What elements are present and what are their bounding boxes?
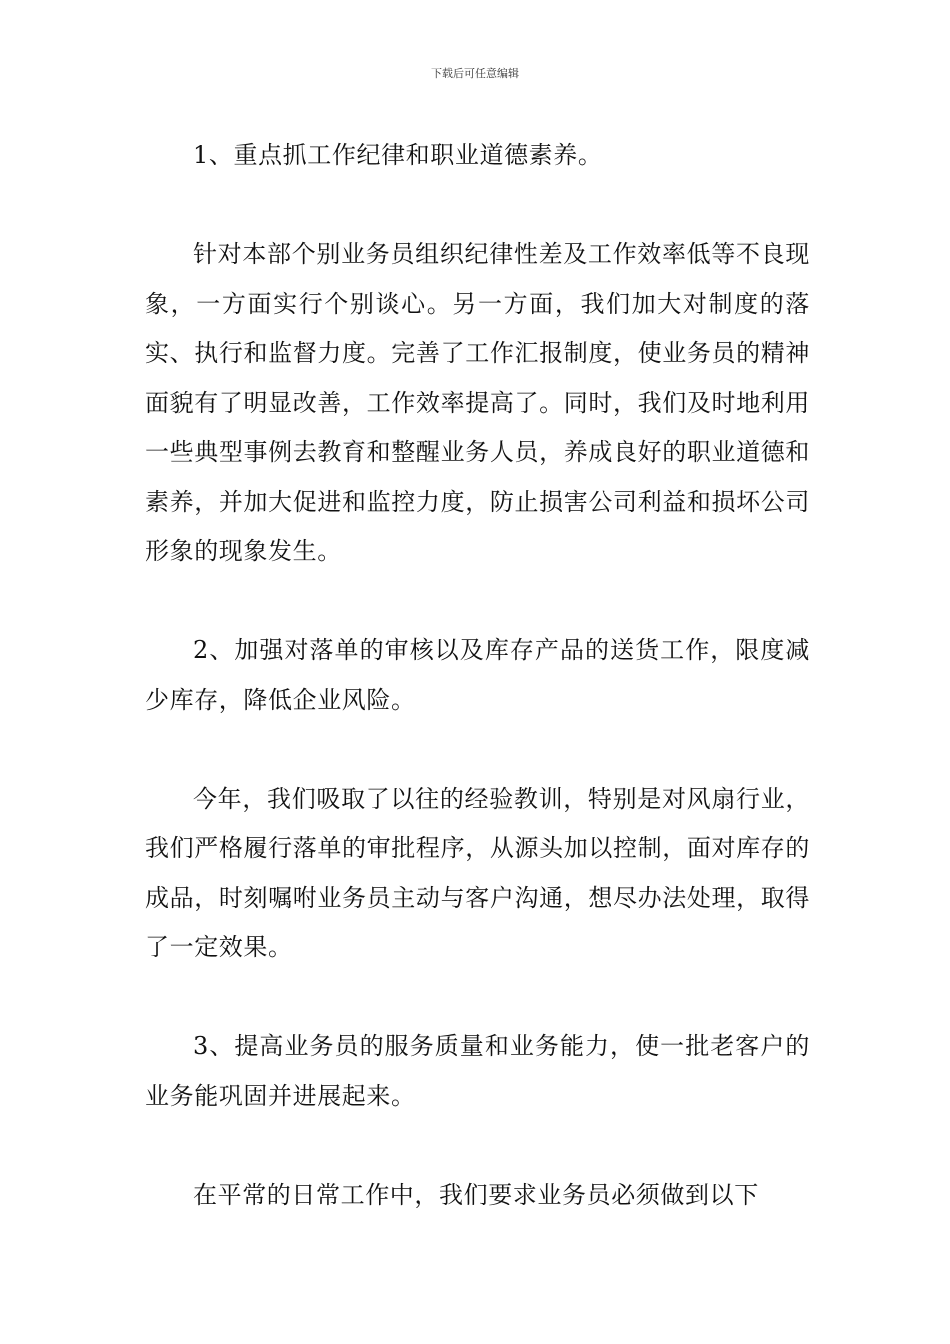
paragraph-gap <box>145 725 810 775</box>
paragraph-gap <box>145 577 810 627</box>
paragraph-heading-1: 1、重点抓工作纪律和职业道德素养。 <box>193 141 603 169</box>
paragraph-gap <box>145 181 810 231</box>
paragraph-gap <box>145 973 810 1023</box>
paragraph-body-2: 今年，我们吸取了以往的经验教训，特别是对风扇行业，我们严格履行落单的审批程序，从源头加以控制，面对库存的成品，时刻嘱咐业务员主动与客户沟通，想尽办法处理，取得了一定效果。 <box>145 784 810 961</box>
paragraph-body-1: 针对本部个别业务员组织纪律性差及工作效率低等不良现象，一方面实行个别谈心。另一方面，我们加大对制度的落实、执行和监督力度。完善了工作汇报制度，使业务员的精神面貌有了明显改善，工作效率提高了。同时，我们及时地利用一些典型事例去教育和整醒业务人员，养成良好的职业道德和素养，并加大促进和监控力度，防止损害公司利益和损坏公司形象的现象发生。 <box>145 240 810 565</box>
paragraph-gap <box>145 1121 810 1171</box>
paragraph-body-3: 在平常的日常工作中，我们要求业务员必须做到以下 <box>193 1180 759 1209</box>
document-body <box>145 131 810 1220</box>
paragraph-heading-3: 3、提高业务员的服务质量和业务能力，使一批老客户的业务能巩固并进展起来。 <box>145 1032 810 1110</box>
paragraph-heading-2: 2、加强对落单的审核以及库存产品的送货工作，限度减少库存，降低企业风险。 <box>145 636 810 714</box>
header-note: 下载后可任意编辑 <box>431 67 519 80</box>
